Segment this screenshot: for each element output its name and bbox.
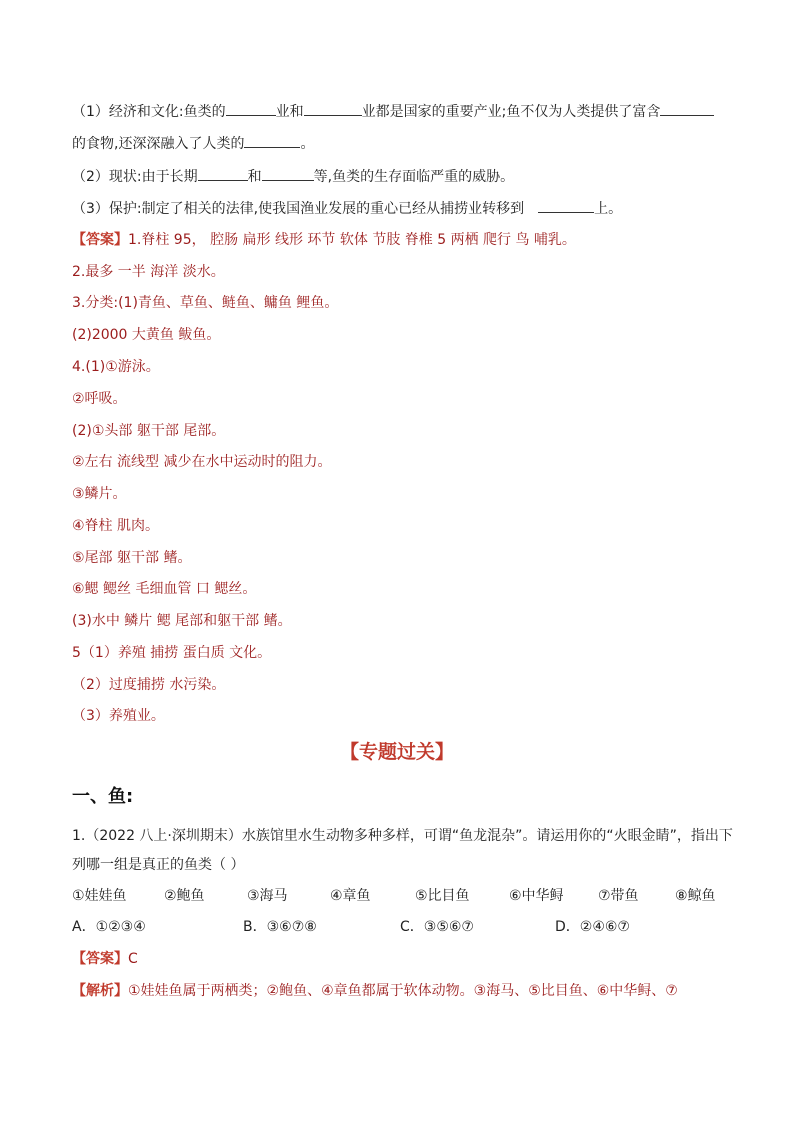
answer-line-1 xyxy=(72,230,576,250)
answer-line-11: ⑤尾部 躯干部 鳍。 xyxy=(72,550,192,566)
answer-tag: 【答案】 xyxy=(72,232,128,248)
fill-text: 业和 xyxy=(275,104,304,120)
choice-a[interactable]: A．①②③④ xyxy=(72,919,146,935)
choice-b[interactable]: B．③⑥⑦⑧ xyxy=(243,919,317,935)
fill-text: （3）保护:制定了相关的法律,使我国渔业发展的重心已经从捕捞业转移到 xyxy=(72,201,525,217)
item-2: ②鲍鱼 xyxy=(164,888,205,904)
answer-text: 1.脊柱 95， 腔肠 扁形 线形 环节 软体 节肢 脊椎 5 两栖 爬行 鸟 哺乳。 xyxy=(128,232,576,248)
answer-line-12: ⑥鳃 鳃丝 毛细血管 口 鳃丝。 xyxy=(72,581,257,597)
blank xyxy=(538,198,594,213)
answer-line-9: ③鳞片。 xyxy=(72,486,127,502)
question-stem-line-1: 1.（2022 八上·深圳期末）水族馆里水生动物多种多样，可谓“鱼龙混杂”。请运用你的“火眼金睛”，指出下 xyxy=(72,828,733,844)
section-title: 【专题过关】 xyxy=(339,741,454,763)
fill-text: （2）现状:由于长期 xyxy=(72,169,198,185)
fill-text: （1）经济和文化:鱼类的 xyxy=(72,104,226,120)
fill-line-2 xyxy=(72,133,314,154)
item-1: ①娃娃鱼 xyxy=(72,888,127,904)
choice-c[interactable]: C．③⑤⑥⑦ xyxy=(400,919,474,935)
answer-value: C xyxy=(128,951,138,967)
fill-text: 业都是国家的重要产业;鱼不仅为人类提供了富含 xyxy=(361,104,661,120)
fill-text: 上。 xyxy=(594,201,623,217)
answer-line-5: 4.(1)①游泳。 xyxy=(72,359,160,375)
item-8: ⑧鲸鱼 xyxy=(675,888,716,904)
question-items xyxy=(72,886,716,906)
answer-line-3: 3.分类:(1)青鱼、草鱼、鲢鱼、鳙鱼 鲤鱼。 xyxy=(72,295,339,311)
question-answer xyxy=(72,949,138,969)
fill-text: 的食物,还深深融入了人类的 xyxy=(72,136,245,152)
answer-line-7: (2)①头部 躯干部 尾部。 xyxy=(72,423,226,439)
answer-line-2: 2.最多 一半 海洋 淡水。 xyxy=(72,264,225,280)
question-analysis xyxy=(72,981,678,1001)
fill-line-4 xyxy=(72,198,622,219)
blank xyxy=(226,101,276,116)
item-5: ⑤比目鱼 xyxy=(415,888,470,904)
item-6: ⑥中华鲟 xyxy=(509,888,564,904)
answer-line-15: （2）过度捕捞 水污染。 xyxy=(72,677,226,693)
fill-line-1 xyxy=(72,101,714,122)
blank xyxy=(198,166,248,181)
answer-line-13: (3)水中 鳞片 鳃 尾部和躯干部 鳍。 xyxy=(72,613,292,629)
answer-line-14: 5（1）养殖 捕捞 蛋白质 文化。 xyxy=(72,645,272,661)
answer-line-6: ②呼吸。 xyxy=(72,391,127,407)
question-choices xyxy=(72,917,630,937)
answer-line-4: (2)2000 大黄鱼 鲅鱼。 xyxy=(72,327,221,343)
analysis-tag: 【解析】 xyxy=(72,983,128,999)
fill-text: 。 xyxy=(300,136,315,152)
blank xyxy=(304,101,362,116)
fill-text: 和 xyxy=(247,169,262,185)
answer-line-10: ④脊柱 肌肉。 xyxy=(72,518,160,534)
item-4: ④章鱼 xyxy=(330,888,371,904)
answer-line-8: ②左右 流线型 减少在水中运动时的阻力。 xyxy=(72,454,332,470)
section-heading: 一、鱼: xyxy=(72,786,134,807)
question-stem-line-2: 列哪一组是真正的鱼类（ ） xyxy=(72,857,245,873)
choice-d[interactable]: D．②④⑥⑦ xyxy=(555,919,630,935)
fill-line-3 xyxy=(72,166,514,187)
blank xyxy=(262,166,314,181)
blank xyxy=(244,133,300,148)
item-3: ③海马 xyxy=(247,888,288,904)
blank xyxy=(660,101,714,116)
fill-text: 等,鱼类的生存面临严重的威胁。 xyxy=(313,169,515,185)
analysis-text: ①娃娃鱼属于两栖类；②鲍鱼、④章鱼都属于软体动物。③海马、⑤比目鱼、⑥中华鲟、⑦ xyxy=(128,983,678,999)
answer-tag: 【答案】 xyxy=(72,951,128,967)
answer-line-16: （3）养殖业。 xyxy=(72,708,165,724)
item-7: ⑦带鱼 xyxy=(598,888,639,904)
